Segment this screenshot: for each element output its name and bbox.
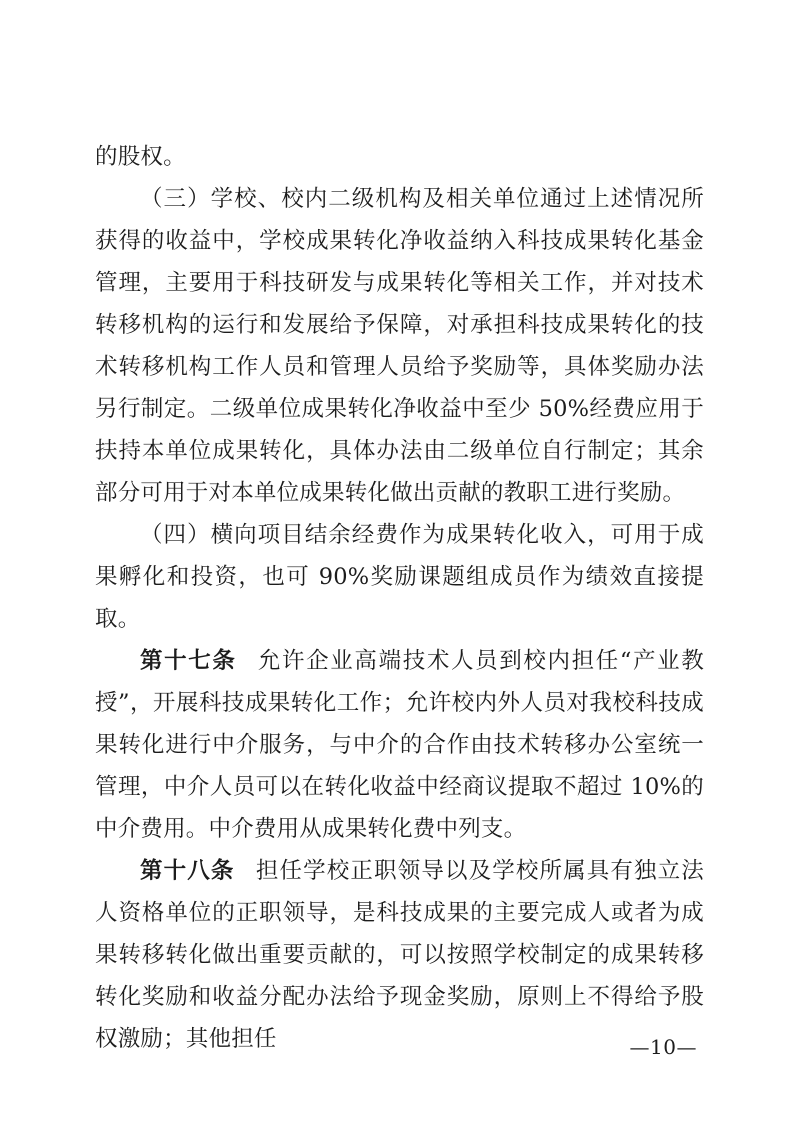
paragraph-article-17 [95,640,704,850]
document-body [95,136,704,1060]
paragraph-article-18 [95,850,704,1060]
article-17-text: 允许企业高端技术人员到校内担任“产业教授”，开展科技成果转化工作；允许校内外人员对我校科技成果转化进行中介服务，与中介的合作由技术转移办公室统一管理，中介人员可以在转化收益中经商议提取不超过 10%的中介费用。中介费用从成果转化费中列支。 [95,648,704,842]
article-18-text: 担任学校正职领导以及学校所属具有独立法人资格单位的正职领导，是科技成果的主要完成人或者为成果转移转化做出重要贡献的，可以按照学校制定的成果转移转化奖励和收益分配办法给予现金奖励，原则上不得给予股权激励；其他担任 [95,858,704,1052]
paragraph-item-3: （三）学校、校内二级机构及相关单位通过上述情况所获得的收益中，学校成果转化净收益纳入科技成果转化基金管理，主要用于科技研发与成果转化等相关工作，并对技术转移机构的运行和发展给予保障，对承担科技成果转化的技术转移机构工作人员和管理人员给予奖励等，具体奖励办法另行制定。二级单位成果转化净收益中至少 50%经费应用于扶持本单位成果转化，具体办法由二级单位自行制定；其余部分可用于对本单位成果转化做出贡献的教职工进行奖励。 [95,186,704,506]
article-17-number: 第十七条 [140,648,237,674]
article-18-number: 第十八条 [140,858,235,884]
page-number: —10— [629,1035,697,1059]
paragraph-item-4: （四）横向项目结余经费作为成果转化收入，可用于成果孵化和投资，也可 90%奖励课题组成员作为绩效直接提取。 [95,522,704,632]
paragraph-continuation: 的股权。 [95,144,186,170]
